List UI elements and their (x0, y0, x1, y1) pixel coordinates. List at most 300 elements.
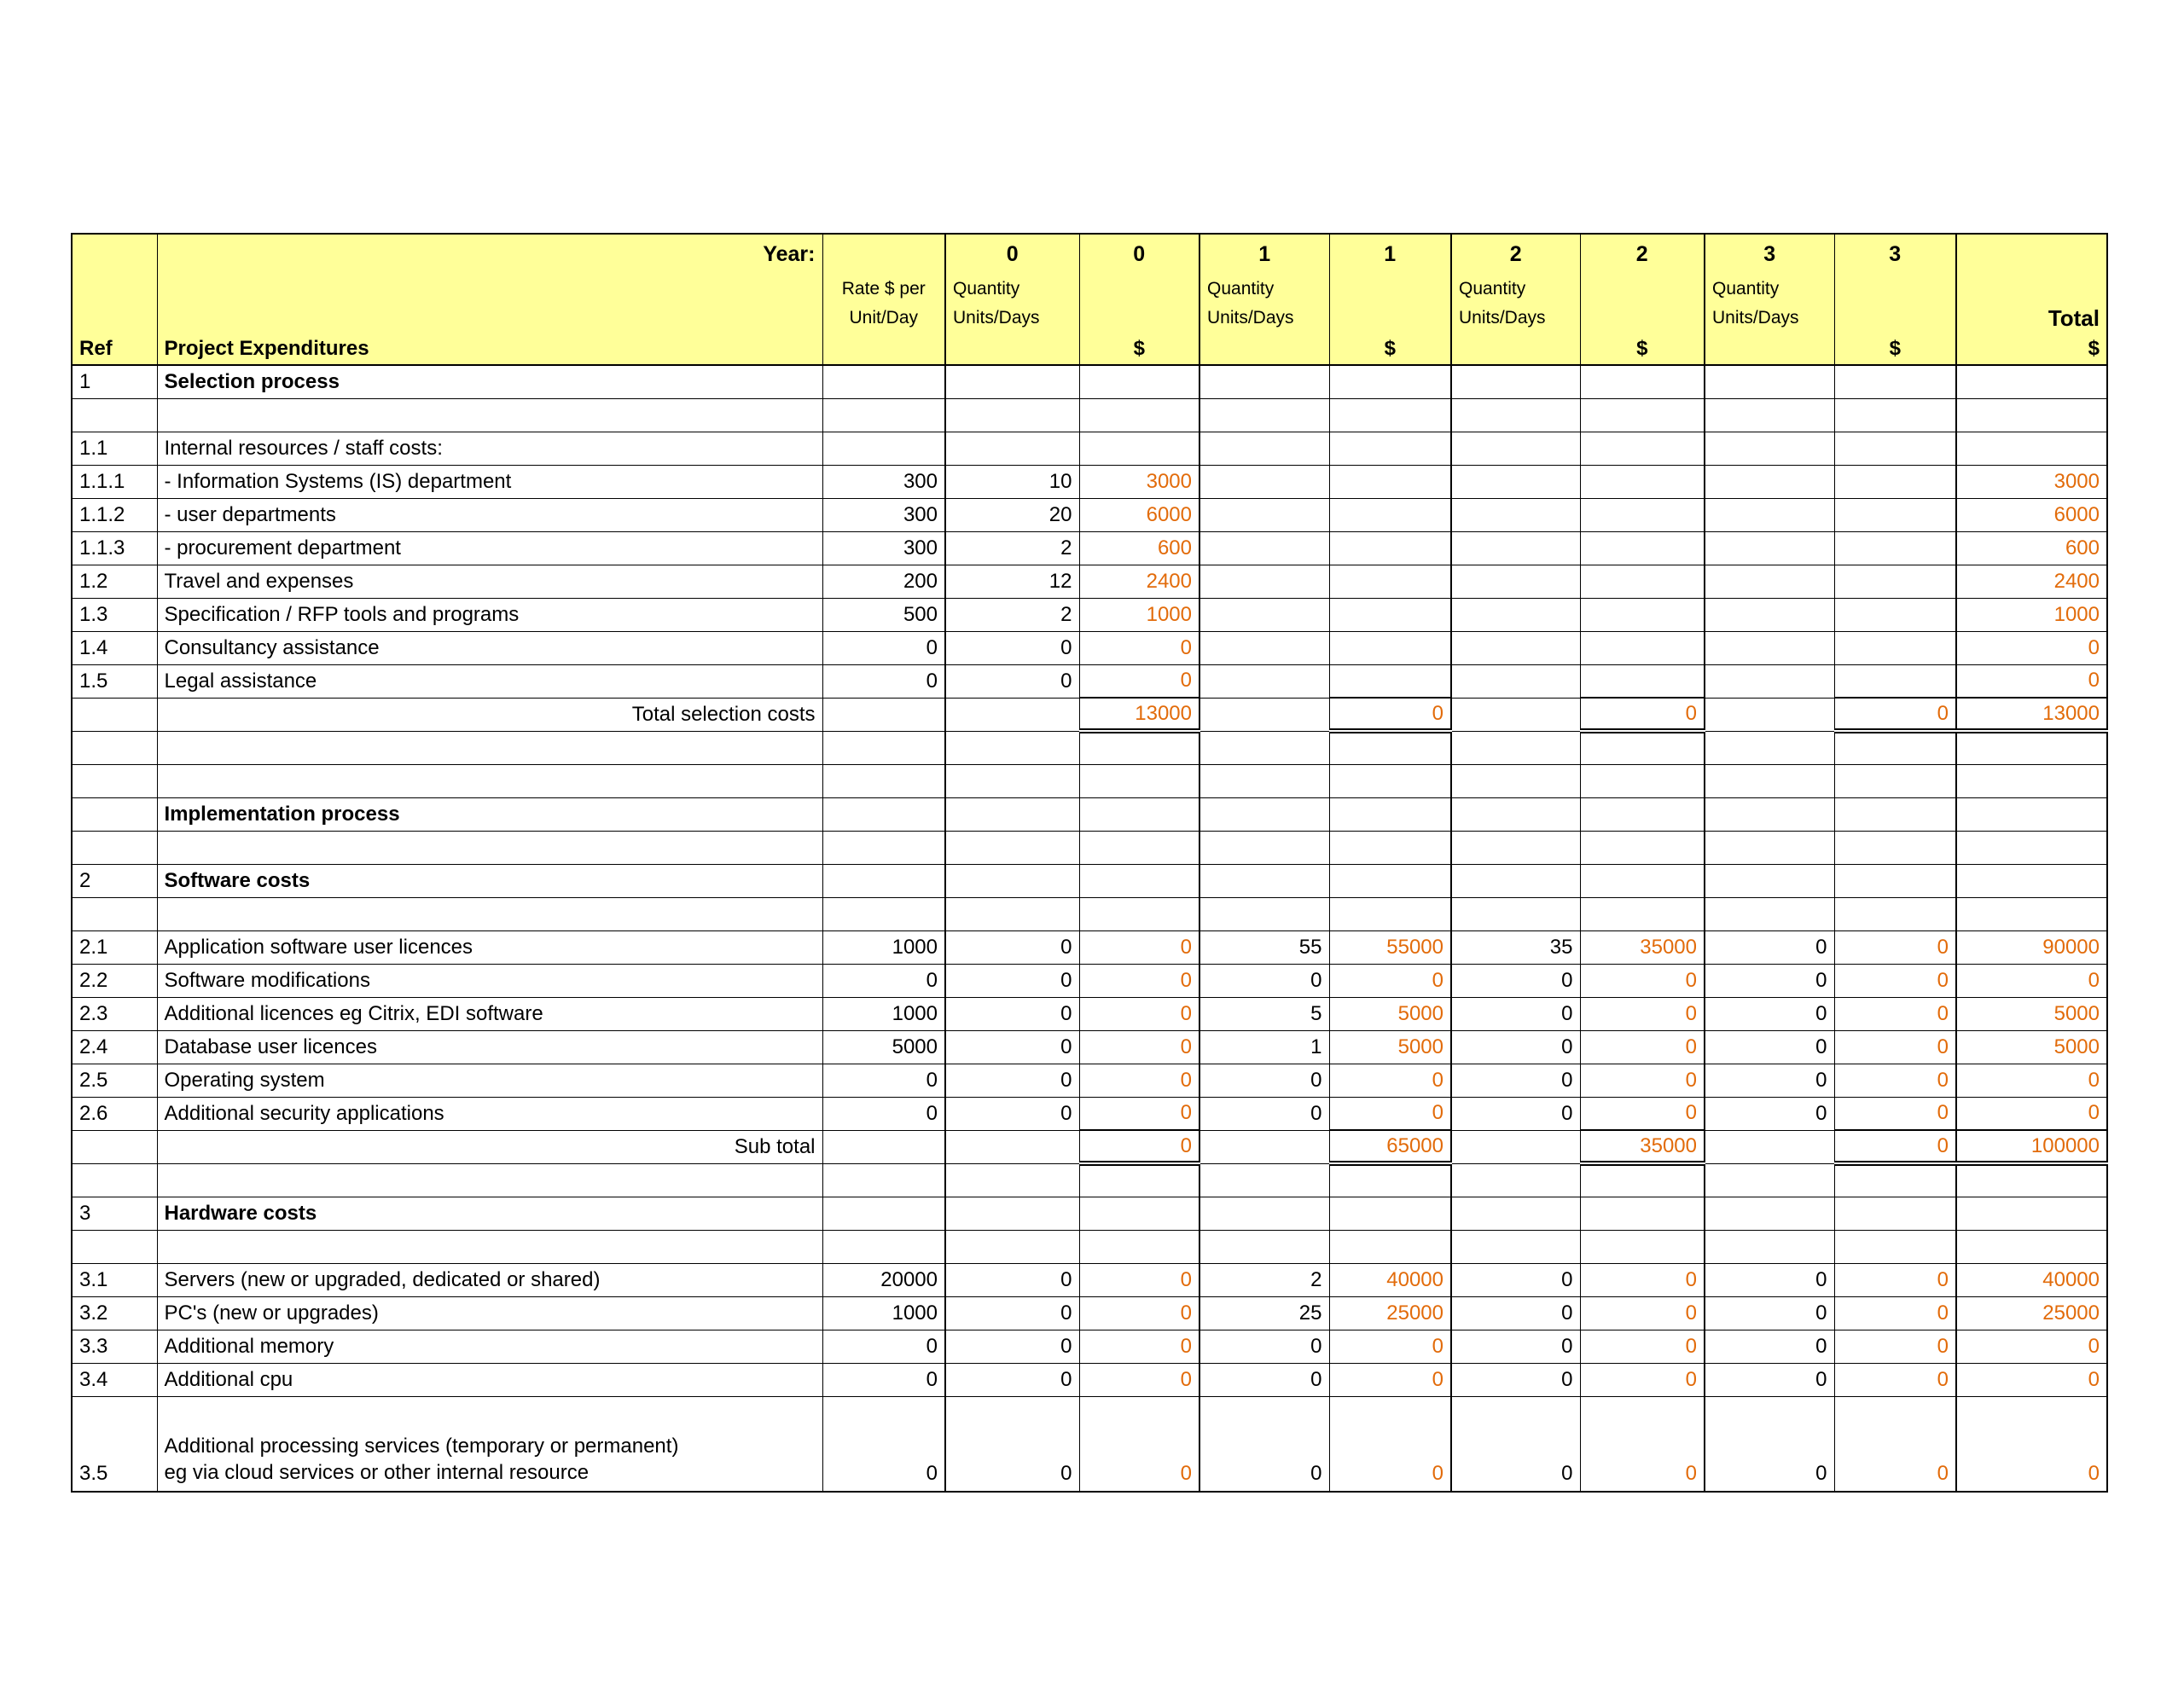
amount-cell (1580, 731, 1705, 764)
quantity-cell (945, 1230, 1079, 1263)
rate-cell: 300 (822, 465, 945, 498)
quantity-cell: 0 (1705, 997, 1834, 1030)
quantity-cell (1705, 565, 1834, 598)
ref-cell: 2.5 (72, 1064, 157, 1097)
quantity-cell (1705, 432, 1834, 465)
amount-cell (1834, 398, 1956, 432)
quantity-cell: 0 (945, 664, 1079, 698)
ref-cell: 3.2 (72, 1296, 157, 1330)
rate-cell (822, 731, 945, 764)
year-3-amount-header: 3 (1834, 234, 1956, 275)
rate-cell: 0 (822, 631, 945, 664)
ref-cell: 2.1 (72, 930, 157, 964)
quantity-cell: 0 (1451, 1030, 1580, 1064)
quantity-cell: 0 (1199, 964, 1329, 997)
label-cell: - procurement department (157, 531, 822, 565)
year-0-dollar-header: $ (1079, 333, 1199, 365)
rate-cell: 0 (822, 1330, 945, 1363)
ref-cell: 2.6 (72, 1097, 157, 1130)
amount-cell: 65000 (1329, 1130, 1451, 1163)
amount-cell (1834, 731, 1956, 764)
rate-cell (822, 365, 945, 398)
quantity-cell: 0 (945, 1263, 1079, 1296)
label-line: eg via cloud services or other internal resource (164, 1460, 590, 1484)
quantity-cell (1451, 731, 1580, 764)
ref-cell: 1.1.3 (72, 531, 157, 565)
label-cell (157, 398, 822, 432)
header-cell-blank (945, 333, 1079, 365)
year-2-dollar-header: $ (1580, 333, 1705, 365)
quantity-cell (1451, 764, 1580, 797)
quantity-cell: 12 (945, 565, 1079, 598)
amount-cell (1079, 1163, 1199, 1197)
amount-cell (1834, 598, 1956, 631)
year-2-qty-header: 2 (1451, 234, 1580, 275)
amount-cell (1329, 565, 1451, 598)
amount-cell (1580, 531, 1705, 565)
quantity-cell: 1 (1199, 1030, 1329, 1064)
label-cell (157, 1230, 822, 1263)
amount-cell: 13000 (1079, 698, 1199, 731)
label-cell: Software modifications (157, 964, 822, 997)
header-row-labels-1 (72, 275, 2107, 304)
quantity-cell: 0 (945, 1296, 1079, 1330)
label-cell (157, 731, 822, 764)
label-cell: Application software user licences (157, 930, 822, 964)
amount-cell (1329, 398, 1451, 432)
ref-cell: 1.3 (72, 598, 157, 631)
year-0-qty-header: 0 (945, 234, 1079, 275)
amount-cell (1580, 831, 1705, 864)
total-cell (1956, 764, 2107, 797)
label-cell: Operating system (157, 1064, 822, 1097)
quantity-cell (1199, 432, 1329, 465)
quantity-cell: 0 (1451, 1330, 1580, 1363)
table-row (72, 997, 2107, 1030)
amount-cell (1079, 1197, 1199, 1230)
amount-cell (1580, 1230, 1705, 1263)
ref-cell: 3.5 (72, 1396, 157, 1492)
quantity-cell (1199, 897, 1329, 930)
amount-cell (1329, 498, 1451, 531)
quantity-cell (945, 1163, 1079, 1197)
rate-cell: 5000 (822, 1030, 945, 1064)
amount-cell: 0 (1834, 1330, 1956, 1363)
quantity-header-line2: Units/Days (1705, 304, 1834, 333)
quantity-cell (1199, 365, 1329, 398)
rate-cell (822, 897, 945, 930)
amount-cell (1834, 897, 1956, 930)
quantity-cell (1199, 398, 1329, 432)
amount-cell (1580, 631, 1705, 664)
label-cell: Database user licences (157, 1030, 822, 1064)
label-cell: Hardware costs (157, 1197, 822, 1230)
label-line: Additional processing services (temporary or permanent) (164, 1434, 679, 1458)
rate-cell: 0 (822, 664, 945, 698)
label-cell: Implementation process (157, 797, 822, 831)
quantity-cell (945, 764, 1079, 797)
ref-cell: 1.1.2 (72, 498, 157, 531)
rate-cell: 1000 (822, 1296, 945, 1330)
total-cell (1956, 1163, 2107, 1197)
amount-cell (1580, 797, 1705, 831)
year-1-qty-header: 1 (1199, 234, 1329, 275)
amount-cell (1079, 398, 1199, 432)
quantity-cell (1451, 797, 1580, 831)
quantity-cell (945, 731, 1079, 764)
quantity-cell: 0 (945, 964, 1079, 997)
rate-cell: 1000 (822, 997, 945, 1030)
label-cell: Specification / RFP tools and programs (157, 598, 822, 631)
table-row (72, 1296, 2107, 1330)
amount-cell: 55000 (1329, 930, 1451, 964)
quantity-cell (945, 365, 1079, 398)
quantity-cell: 0 (1705, 1263, 1834, 1296)
quantity-cell (1199, 465, 1329, 498)
table-row (72, 465, 2107, 498)
label-cell: Selection process (157, 365, 822, 398)
amount-cell (1580, 897, 1705, 930)
header-cell-blank (1705, 333, 1834, 365)
label-cell: Additional memory (157, 1330, 822, 1363)
quantity-header-line1: Quantity (1705, 275, 1834, 304)
amount-cell: 5000 (1329, 997, 1451, 1030)
header-cell-blank (822, 234, 945, 275)
year-0-amount-header: 0 (1079, 234, 1199, 275)
amount-cell: 0 (1329, 1396, 1451, 1492)
amount-cell: 0 (1079, 964, 1199, 997)
quantity-cell: 20 (945, 498, 1079, 531)
ref-cell: 3.3 (72, 1330, 157, 1363)
quantity-cell (1451, 1130, 1580, 1163)
label-cell (157, 1396, 822, 1492)
quantity-cell (1451, 1163, 1580, 1197)
year-3-dollar-header: $ (1834, 333, 1956, 365)
ref-cell: 2.4 (72, 1030, 157, 1064)
quantity-cell: 0 (945, 997, 1079, 1030)
quantity-cell (1705, 764, 1834, 797)
quantity-cell (945, 1197, 1079, 1230)
table-row (72, 1396, 2107, 1492)
total-cell (1956, 432, 2107, 465)
table-row (72, 1064, 2107, 1097)
amount-cell (1329, 731, 1451, 764)
amount-cell (1329, 1197, 1451, 1230)
amount-cell: 0 (1834, 930, 1956, 964)
ref-cell: 1 (72, 365, 157, 398)
table-row (72, 598, 2107, 631)
label-cell: Servers (new or upgraded, dedicated or shared) (157, 1263, 822, 1296)
quantity-header-line1: Quantity (945, 275, 1079, 304)
amount-cell: 0 (1580, 1296, 1705, 1330)
spacer-row (72, 831, 2107, 864)
quantity-cell (1451, 1197, 1580, 1230)
table-row (72, 498, 2107, 531)
amount-cell (1079, 365, 1199, 398)
quantity-cell (1451, 664, 1580, 698)
label-cell (157, 897, 822, 930)
quantity-cell (945, 831, 1079, 864)
rate-cell: 0 (822, 1064, 945, 1097)
table-row (72, 1097, 2107, 1130)
total-cell: 40000 (1956, 1263, 2107, 1296)
amount-cell: 0 (1834, 1097, 1956, 1130)
label-cell (157, 764, 822, 797)
ref-cell: 1.2 (72, 565, 157, 598)
amount-cell (1834, 864, 1956, 897)
header-cell-blank (157, 275, 822, 304)
amount-cell: 5000 (1329, 1030, 1451, 1064)
rate-cell (822, 698, 945, 731)
amount-cell (1834, 465, 1956, 498)
quantity-cell (1705, 1197, 1834, 1230)
quantity-cell (1451, 398, 1580, 432)
amount-cell: 600 (1079, 531, 1199, 565)
amount-cell (1079, 831, 1199, 864)
amount-cell (1329, 365, 1451, 398)
header-cell-blank (1329, 304, 1451, 333)
table-row (72, 432, 2107, 465)
amount-cell: 0 (1580, 997, 1705, 1030)
header-cell-blank (822, 333, 945, 365)
amount-cell (1834, 498, 1956, 531)
total-cell (1956, 1197, 2107, 1230)
quantity-cell (1705, 1130, 1834, 1163)
quantity-cell: 0 (1199, 1330, 1329, 1363)
table-row (72, 1197, 2107, 1230)
amount-cell (1079, 764, 1199, 797)
rate-cell (822, 864, 945, 897)
total-cell: 0 (1956, 1097, 2107, 1130)
table-row (72, 1330, 2107, 1363)
quantity-cell (1199, 831, 1329, 864)
quantity-cell (1705, 465, 1834, 498)
ref-cell: 1.5 (72, 664, 157, 698)
label-cell: Travel and expenses (157, 565, 822, 598)
total-cell: 3000 (1956, 465, 2107, 498)
amount-cell: 0 (1079, 1064, 1199, 1097)
spacer-row (72, 398, 2107, 432)
rate-cell (822, 1230, 945, 1263)
quantity-cell (1705, 864, 1834, 897)
quantity-cell: 0 (1199, 1097, 1329, 1130)
amount-cell: 0 (1834, 1030, 1956, 1064)
amount-cell (1580, 1163, 1705, 1197)
quantity-cell (945, 398, 1079, 432)
amount-cell (1329, 465, 1451, 498)
ref-header: Ref (72, 333, 157, 365)
amount-cell: 0 (1834, 964, 1956, 997)
amount-cell (1329, 831, 1451, 864)
rate-cell: 1000 (822, 930, 945, 964)
rate-cell: 200 (822, 565, 945, 598)
year-3-qty-header: 3 (1705, 234, 1834, 275)
amount-cell (1580, 764, 1705, 797)
expenditures-header: Project Expenditures (157, 333, 822, 365)
quantity-cell (1199, 864, 1329, 897)
total-cell: 1000 (1956, 598, 2107, 631)
amount-cell: 0 (1079, 1330, 1199, 1363)
ref-cell (72, 1230, 157, 1263)
amount-cell: 0 (1329, 1064, 1451, 1097)
year-label: Year: (157, 234, 822, 275)
quantity-cell: 0 (945, 1330, 1079, 1363)
amount-cell: 0 (1079, 1396, 1199, 1492)
amount-cell (1834, 1163, 1956, 1197)
total-cell (1956, 797, 2107, 831)
quantity-cell (1199, 531, 1329, 565)
rate-cell (822, 432, 945, 465)
amount-cell: 0 (1580, 1030, 1705, 1064)
quantity-header-line2: Units/Days (1451, 304, 1580, 333)
label-cell (157, 1163, 822, 1197)
ref-cell: 3 (72, 1197, 157, 1230)
rate-header-line1: Rate $ per (822, 275, 945, 304)
amount-cell: 0 (1079, 1130, 1199, 1163)
quantity-cell (1451, 531, 1580, 565)
total-cell: 5000 (1956, 997, 2107, 1030)
ref-cell: 3.4 (72, 1363, 157, 1396)
amount-cell: 0 (1834, 1263, 1956, 1296)
spacer-row (72, 1230, 2107, 1263)
quantity-cell: 0 (1705, 1330, 1834, 1363)
amount-cell (1079, 1230, 1199, 1263)
amount-cell (1329, 864, 1451, 897)
quantity-cell: 0 (1705, 1064, 1834, 1097)
amount-cell (1834, 531, 1956, 565)
quantity-cell: 0 (1705, 1296, 1834, 1330)
amount-cell: 0 (1834, 997, 1956, 1030)
quantity-cell (945, 432, 1079, 465)
total-cell (1956, 831, 2107, 864)
quantity-cell (1199, 1163, 1329, 1197)
amount-cell: 1000 (1079, 598, 1199, 631)
label-cell: Additional security applications (157, 1097, 822, 1130)
amount-cell: 0 (1580, 1263, 1705, 1296)
quantity-cell (1705, 531, 1834, 565)
amount-cell (1329, 631, 1451, 664)
amount-cell: 0 (1079, 997, 1199, 1030)
label-cell: Consultancy assistance (157, 631, 822, 664)
amount-cell (1834, 432, 1956, 465)
ref-cell (72, 1163, 157, 1197)
total-cell: 0 (1956, 664, 2107, 698)
quantity-cell (1199, 664, 1329, 698)
quantity-cell: 2 (1199, 1263, 1329, 1296)
header-cell-blank (1079, 304, 1199, 333)
quantity-cell (1705, 631, 1834, 664)
amount-cell (1834, 764, 1956, 797)
amount-cell: 0 (1580, 1396, 1705, 1492)
amount-cell: 0 (1079, 664, 1199, 698)
amount-cell (1580, 398, 1705, 432)
quantity-cell: 0 (945, 631, 1079, 664)
total-cell: 100000 (1956, 1130, 2107, 1163)
header-cell-blank (1956, 275, 2107, 304)
amount-cell: 0 (1079, 1097, 1199, 1130)
amount-cell: 0 (1834, 1396, 1956, 1492)
amount-cell: 0 (1079, 1030, 1199, 1064)
quantity-cell (1451, 598, 1580, 631)
total-cell: 5000 (1956, 1030, 2107, 1064)
quantity-cell: 55 (1199, 930, 1329, 964)
rate-cell: 300 (822, 498, 945, 531)
header-cell-blank (1199, 333, 1329, 365)
label-cell: Legal assistance (157, 664, 822, 698)
total-cell: 6000 (1956, 498, 2107, 531)
quantity-cell (945, 864, 1079, 897)
total-cell (1956, 365, 2107, 398)
header-cell-blank (72, 304, 157, 333)
quantity-cell (1451, 565, 1580, 598)
quantity-cell: 0 (1199, 1363, 1329, 1396)
amount-cell: 2400 (1079, 565, 1199, 598)
ref-cell: 2 (72, 864, 157, 897)
amount-cell (1329, 1230, 1451, 1263)
amount-cell: 0 (1079, 1296, 1199, 1330)
quantity-cell (1705, 365, 1834, 398)
quantity-cell: 0 (1451, 1064, 1580, 1097)
quantity-cell (1705, 1163, 1834, 1197)
amount-cell: 0 (1329, 698, 1451, 731)
quantity-cell: 35 (1451, 930, 1580, 964)
quantity-cell (1199, 1130, 1329, 1163)
rate-cell (822, 1163, 945, 1197)
quantity-cell (1705, 598, 1834, 631)
amount-cell (1834, 565, 1956, 598)
amount-cell (1834, 664, 1956, 698)
table-row (72, 698, 2107, 731)
header-cell-blank (1451, 333, 1580, 365)
quantity-cell (1451, 365, 1580, 398)
quantity-header-line2: Units/Days (1199, 304, 1329, 333)
amount-cell (1329, 1163, 1451, 1197)
quantity-cell (1451, 631, 1580, 664)
total-cell (1956, 1230, 2107, 1263)
amount-cell (1580, 432, 1705, 465)
amount-cell (1329, 764, 1451, 797)
label-cell: - user departments (157, 498, 822, 531)
quantity-cell: 0 (1451, 1296, 1580, 1330)
amount-cell: 0 (1329, 964, 1451, 997)
amount-cell: 3000 (1079, 465, 1199, 498)
amount-cell: 0 (1079, 631, 1199, 664)
header-cell-blank (1834, 304, 1956, 333)
amount-cell (1079, 432, 1199, 465)
rate-cell (822, 1197, 945, 1230)
amount-cell: 0 (1580, 1064, 1705, 1097)
quantity-cell (1705, 664, 1834, 698)
quantity-cell: 0 (1705, 1363, 1834, 1396)
ref-cell (72, 831, 157, 864)
table-body (72, 365, 2107, 1492)
table-row (72, 797, 2107, 831)
rate-cell: 0 (822, 964, 945, 997)
quantity-cell (1451, 1230, 1580, 1263)
amount-cell: 0 (1580, 698, 1705, 731)
amount-cell: 0 (1580, 1363, 1705, 1396)
ref-cell (72, 1130, 157, 1163)
amount-cell: 0 (1834, 698, 1956, 731)
spacer-row (72, 897, 2107, 930)
amount-cell (1580, 498, 1705, 531)
quantity-cell: 0 (945, 930, 1079, 964)
amount-cell (1329, 531, 1451, 565)
amount-cell (1580, 465, 1705, 498)
quantity-cell (1451, 432, 1580, 465)
amount-cell: 0 (1580, 1097, 1705, 1130)
table-row (72, 1130, 2107, 1163)
